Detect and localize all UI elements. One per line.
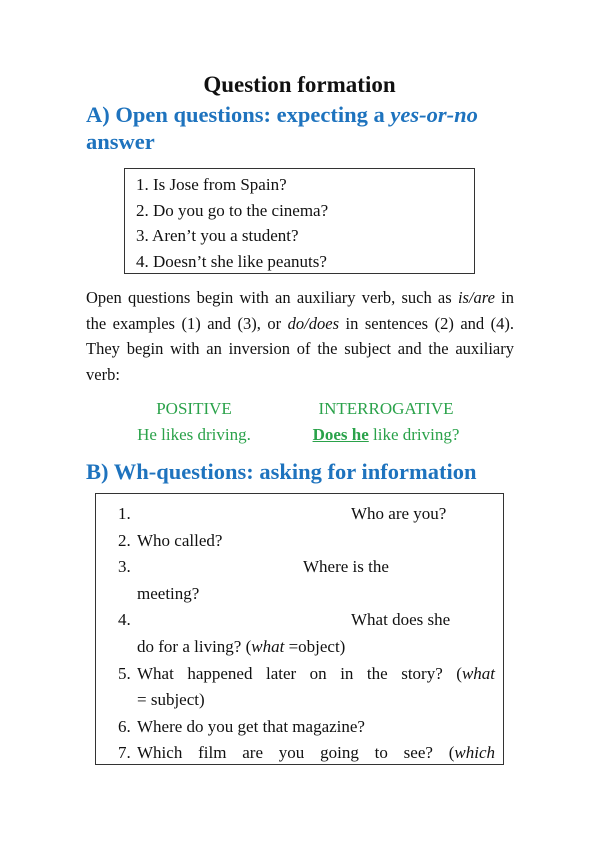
section-a-heading-suffix: answer [86,129,155,154]
wh-question-5-number: 5. [118,663,131,683]
open-question-4: 4. Doesn’t she like peanuts? [136,251,327,271]
wh-questions-box [95,493,504,765]
section-b-heading: B) Wh-questions: asking for information [86,459,477,484]
wh-question-5-text-a-pre: What happened later on in the story? ( [137,663,462,683]
open-question-2: 2. Do you go to the cinema? [136,200,329,220]
wh-question-1 [96,501,495,528]
open-question-3: 3. Aren’t you a student? [136,226,299,245]
section-a-heading-emphasis: yes-or-no [390,102,478,127]
positive-column [118,396,270,448]
wh-question-1-number: 1. [118,504,131,523]
wh-question-5-text-b: = subject) [137,690,205,710]
interrogative-column [290,396,482,448]
wh-question-1-text: Who are you? [351,504,447,523]
positive-example: He likes driving. [137,425,251,444]
paragraph-part-1: Open questions begin with an auxiliary verb, such as [86,288,458,307]
wh-question-5-line-a [137,661,495,688]
wh-question-7-text-pre: Which film are you going to see? ( [137,743,455,763]
interrogative-example [290,422,482,448]
paragraph-italic-2: do/does [287,313,340,333]
wh-question-3-continued [96,581,495,608]
open-questions-box [124,168,475,274]
wh-question-4-text-a: What does she [351,610,451,630]
paragraph-part-2: in the examples (1) and (3), or [86,288,515,333]
wh-question-4-text-b-pre: do for a living? ( [137,636,252,656]
wh-question-6-number: 6. [118,716,131,736]
wh-question-3-text-b: meeting? [137,583,200,603]
open-question-1: 1. Is Jose from Spain? [136,175,287,194]
page-title: Question formation [203,72,396,97]
wh-question-3-number: 3. [118,557,131,577]
wh-question-7-number: 7. [118,743,131,763]
wh-question-4 [96,607,495,634]
section-a-heading-prefix: A) Open questions: expecting a [86,102,391,127]
wh-question-2-number: 2. [118,530,131,550]
wh-question-4-text-b-italic: what [251,636,285,656]
interrogative-example-rest: like driving? [368,425,460,444]
paragraph-part-3: in sentences (2) and (4). They begin with an inversion of the subject and the auxiliary verb: [86,313,515,384]
wh-question-7-text-italic: which [454,743,495,763]
wh-question-4-number: 4. [118,610,131,630]
paragraph-italic-1: is/are [457,288,495,307]
wh-question-2-text: Who called? [137,530,223,550]
wh-question-7 [96,740,495,765]
wh-question-4-continued [96,634,495,661]
wh-question-7-line [137,740,495,765]
wh-question-5 [96,661,495,688]
wh-question-6 [96,714,495,741]
wh-question-2 [96,528,495,555]
wh-question-5-continued [96,687,495,714]
interrogative-label: INTERROGATIVE [318,399,454,418]
wh-question-4-text-b-post: =object) [284,636,346,656]
wh-question-5-text-a-italic: what [461,663,495,683]
wh-question-3-text-a: Where is the [303,557,389,577]
positive-label: POSITIVE [156,399,232,418]
section-a-heading [86,101,526,155]
wh-question-6-text: Where do you get that magazine? [137,716,365,736]
explanation-paragraph [86,285,514,387]
wh-question-3 [96,554,495,581]
interrogative-example-strong: Does he [312,425,369,444]
